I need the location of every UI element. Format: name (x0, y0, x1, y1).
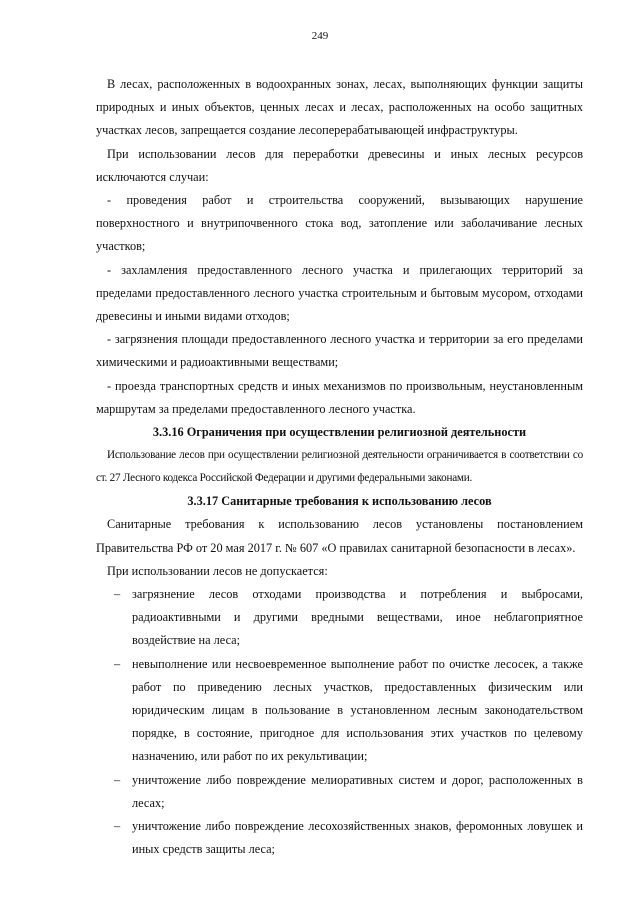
list-item (96, 653, 583, 769)
page-number: 249 (311, 30, 329, 42)
list-item (96, 583, 583, 653)
list-item (96, 815, 583, 861)
bullet-dash: – (114, 656, 121, 671)
paragraph-sanitary-1: Санитарные требования к использованию лесов установлены постановлением Правительства РФ от 20 мая 2017 г. № 607 «О правилах санитарной безопасности в лесах». (96, 517, 583, 555)
list-item-text: загрязнение лесов отходами производства и потребления и выбросами, радиоактивными и другими вредными веществами, иное неблагоприятное воздействие на леса; (132, 587, 583, 648)
list-item (96, 769, 583, 815)
paragraph-watershed: В лесах, расположенных в водоохранных зонах, лесах, выполняющих функции защиты природных и иных объектов, ценных лесах и лесах, расположенных на особо защитных участках лесов, запрещается создание лесоперерабатывающей инфраструктуры. (96, 77, 583, 138)
list-item-text: невыполнение или несвоевременное выполнение работ по очистке лесосек, а также работ по приведению лесных участков, предоставленных физическим или юридическим лицам в пользование в установленном лесным законодательством порядке, в состояние, пригодное для использования этих участков по целевому назначению, или работ по их рекультивации; (132, 656, 583, 764)
bullet-dash: – (114, 587, 121, 602)
section-heading-3317: 3.3.17 Санитарные требования к использованию лесов (187, 494, 492, 509)
paragraph-exclusion-3: - загрязнения площади предоставленного лесного участка и территории за его пределами химическими и радиоактивными веществами; (96, 332, 583, 370)
paragraph-exclusion-2: - захламления предоставленного лесного участка и прилегающих территорий за пределами предоставленного лесного участка строительным и бытовым мусором, отходами древесины и иными видами отходов; (96, 262, 583, 324)
paragraph-sanitary-2: При использовании лесов не допускается: (107, 563, 328, 578)
list-item-text: уничтожение либо повреждение лесохозяйственных знаков, феромонных ловушек и иных средств защиты леса; (132, 819, 583, 857)
page-content (96, 73, 583, 862)
bullet-dash: – (114, 819, 121, 834)
paragraph-religious: Использование лесов при осуществлении религиозной деятельности ограничивается в соответствии со ст. 27 Лесного кодекса Российской Федерации и другими федеральными законами. (96, 449, 583, 485)
list-item-text: уничтожение либо повреждение мелиоративных систем и дорог, расположенных в лесах; (132, 772, 583, 810)
section-heading-3316: 3.3.16 Ограничения при осуществлении религиозной деятельности (152, 425, 527, 440)
paragraph-exclusion-4: - проезда транспортных средств и иных механизмов по произвольным, неустановленным маршрутам за пределами предоставленного лесного участка. (96, 378, 583, 416)
bullet-dash: – (114, 772, 121, 787)
sanitary-bullet-list (96, 583, 583, 861)
paragraph-exclusions-intro: При использовании лесов для переработки древесины и иных лесных ресурсов исключаются случаи: (96, 146, 583, 184)
paragraph-exclusion-1: - проведения работ и строительства сооружений, вызывающих нарушение поверхностного и внутрипочвенного стока вод, затопление или заболачивание лесных участков; (96, 193, 583, 254)
